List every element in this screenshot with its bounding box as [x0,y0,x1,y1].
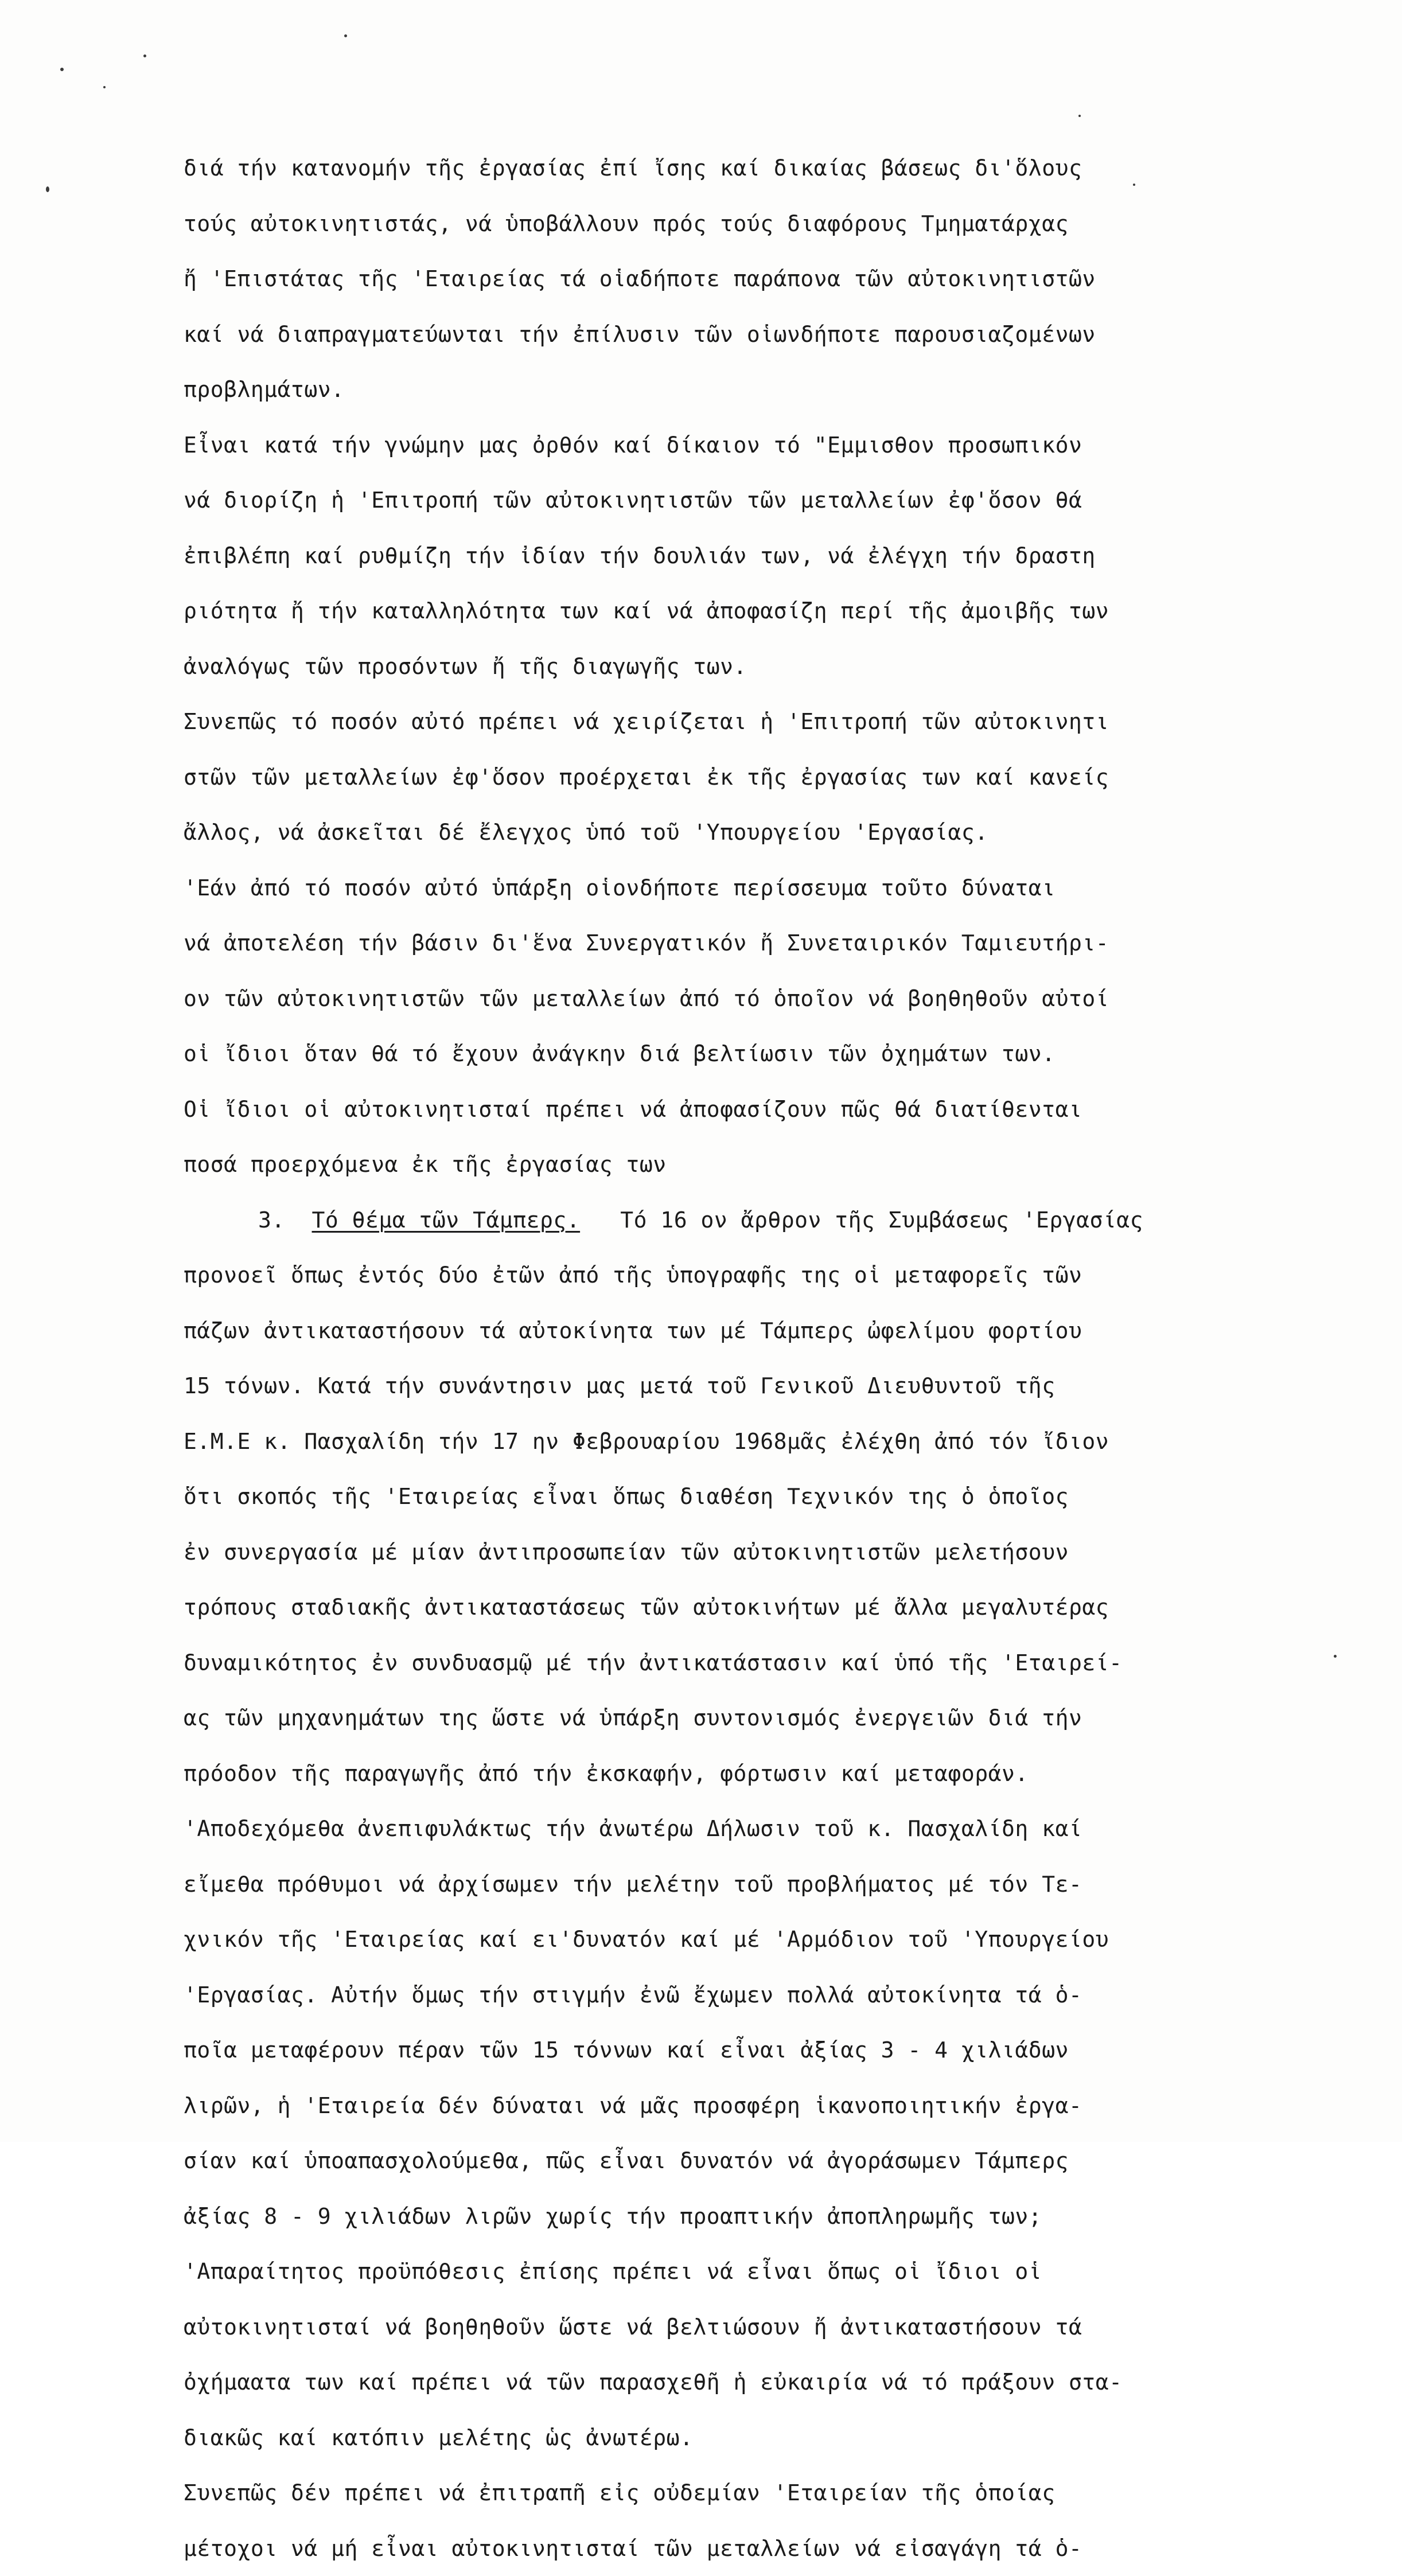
text-line: 'Εάν ἀπό τό ποσόν αὐτό ὑπάρξη οἱονδήποτε περίσσευμα τοῦτο δύναται [184,860,1342,916]
text-line: εἴμεθα πρόθυμοι νά ἀρχίσωμεν τήν μελέτην τοῦ προβλήματος μέ τόν Τε- [184,1857,1342,1912]
text-line: νά διορίζη ἡ 'Επιτροπή τῶν αὐτοκινητιστῶν τῶν μεταλλείων ἐφ'ὅσον θά [184,473,1342,528]
text-line: διά τήν κατανομήν τῆς ἐργασίας ἐπί ἴσης καί δικαίας βάσεως δι'ὅλους [184,141,1342,196]
text-line: ον τῶν αὐτοκινητιστῶν τῶν μεταλλείων ἀπό τό ὁποῖον νά βοηθηθοῦν αὐτοί [184,971,1342,1027]
text-line: προνοεῖ ὅπως ἐντός δύο ἐτῶν ἀπό τῆς ὑπογραφῆς της οἱ μεταφορεῖς τῶν [184,1248,1342,1303]
text-line: μέτοχοι νά μή εἶναι αὐτοκινητισταί τῶν μεταλλείων νά εἰσαγάγη τά ὁ- [184,2521,1342,2576]
text-line: προβλημάτων. [184,362,1342,418]
text-line: Συνεπῶς δέν πρέπει νά ἐπιτραπῆ εἰς οὐδεμίαν 'Εταιρείαν τῆς ὁποίας [184,2465,1342,2521]
text-line: ριότητα ἤ τήν καταλληλότητα των καί νά ἀποφασίζη περί τῆς ἀμοιβῆς των [184,583,1342,639]
scan-speck [46,186,49,192]
text-line: ἀξίας 8 - 9 χιλιάδων λιρῶν χωρίς τήν προαπτικήν ἀποπληρωμῆς των; [184,2189,1342,2244]
text-line: ἐν συνεργασία μέ μίαν ἀντιπροσωπείαν τῶν αὐτοκινητιστῶν μελετήσουν [184,1525,1342,1580]
scan-speck [60,68,64,71]
section-heading-text: Τό 16 ον ἄρθρον τῆς Συμβάσεως 'Εργασίας [620,1207,1143,1233]
text-line: 'Εργασίας. Αὐτήν ὅμως τήν στιγμήν ἐνῶ ἔχωμεν πολλά αὐτοκίνητα τά ὁ- [184,1967,1342,2023]
text-line: αὐτοκινητισταί νά βοηθηθοῦν ὥστε νά βελτιώσουν ἤ ἀντικαταστήσουν τά [184,2300,1342,2355]
text-line: πρόοδον τῆς παραγωγῆς ἀπό τήν ἐκσκαφήν, φόρτωσιν καί μεταφοράν. [184,1746,1342,1802]
section-number: 3. [258,1207,285,1233]
scan-speck [344,34,347,37]
text-line: δυναμικότητος ἐν συνδυασμῷ μέ τήν ἀντικατάστασιν καί ὑπό τῆς 'Εταιρεί- [184,1635,1342,1691]
text-line: ποσά προερχόμενα ἐκ τῆς ἐργασίας των [184,1137,1342,1192]
text-line: ἐπιβλέπη καί ρυθμίζη τήν ἰδίαν τήν δουλιάν των, νά ἐλέγχη τήν δραστη [184,528,1342,584]
text-line: νά ἀποτελέση τήν βάσιν δι'ἕνα Συνεργατικόν ἤ Συνεταιρικόν Ταμιευτήρι- [184,915,1342,971]
section-title: Τό θέμα τῶν Τάμπερς. [312,1207,581,1233]
text-line: Ε.Μ.Ε κ. Πασχαλίδη τήν 17 ην Φεβρουαρίου 1968μᾶς ἐλέχθη ἀπό τόν ἴδιον [184,1414,1342,1470]
text-line: οἱ ἴδιοι ὅταν θά τό ἔχουν ἀνάγκην διά βελτίωσιν τῶν ὀχημάτων των. [184,1026,1342,1082]
text-line: τούς αὐτοκινητιστάς, νά ὑποβάλλουν πρός τούς διαφόρους Τμηματάρχας [184,196,1342,252]
text-line: Συνεπῶς τό ποσόν αὐτό πρέπει νά χειρίζεται ἡ 'Επιτροπή τῶν αὐτοκινητι [184,694,1342,750]
text-line: διακῶς καί κατόπιν μελέτης ὡς ἀνωτέρω. [184,2410,1342,2466]
text-line: ποῖα μεταφέρουν πέραν τῶν 15 τόννων καί εἶναι ἀξίας 3 - 4 χιλιάδων [184,2022,1342,2078]
text-line: χνικόν τῆς 'Εταιρείας καί ει'δυνατόν καί μέ 'Αρμόδιον τοῦ 'Υπουργείου [184,1912,1342,1967]
scan-speck [143,54,146,57]
scan-speck [1078,115,1081,117]
text-line: καί νά διαπραγματεύωνται τήν ἐπίλυσιν τῶν οἱωνδήποτε παρουσιαζομένων [184,307,1342,363]
text-line: σίαν καί ὑποαπασχολούμεθα, πῶς εἶναι δυνατόν νά ἀγοράσωμεν Τάμπερς [184,2133,1342,2189]
text-line: ἄλλος, νά ἀσκεῖται δέ ἔλεγχος ὑπό τοῦ 'Υπουργείου 'Εργασίας. [184,805,1342,860]
text-line: Εἶναι κατά τήν γνώμην μας ὀρθόν καί δίκαιον τό "Εμμισθον προσωπικόν [184,418,1342,473]
text-line: τρόπους σταδιακῆς ἀντικαταστάσεως τῶν αὐτοκινήτων μέ ἄλλα μεγαλυτέρας [184,1580,1342,1635]
text-line: 15 τόνων. Κατά τήν συνάντησιν μας μετά τοῦ Γενικοῦ Διευθυντοῦ τῆς [184,1358,1342,1414]
text-line: λιρῶν, ἡ 'Εταιρεία δέν δύναται νά μᾶς προσφέρη ἱκανοποιητικήν ἐργα- [184,2078,1342,2134]
text-line: ὀχήμαατα των καί πρέπει νά τῶν παρασχεθῆ ἡ εὐκαιρία νά τό πράξουν στα- [184,2355,1342,2410]
scan-speck [103,86,106,88]
text-line: 'Αποδεχόμεθα ἀνεπιφυλάκτως τήν ἀνωτέρω Δήλωσιν τοῦ κ. Πασχαλίδη καί [184,1801,1342,1857]
text-line: Οἱ ἴδιοι οἱ αὐτοκινητισταί πρέπει νά ἀποφασίζουν πῶς θά διατίθενται [184,1082,1342,1137]
text-line: ἤ 'Επιστάτας τῆς 'Εταιρείας τά οἱαδήποτε παράπονα τῶν αὐτοκινητιστῶν [184,251,1342,307]
text-line: στῶν τῶν μεταλλείων ἐφ'ὅσον προέρχεται ἐκ τῆς ἐργασίας των καί κανείς [184,750,1342,805]
text-line: ἀναλόγως τῶν προσόντων ἤ τῆς διαγωγῆς των. [184,639,1342,695]
text-line: ας τῶν μηχανημάτων της ὥστε νά ὑπάρξη συντονισμός ἐνεργειῶν διά τήν [184,1690,1342,1746]
section-heading-line [184,1192,1342,1248]
text-line: ὅτι σκοπός τῆς 'Εταιρείας εἶναι ὅπως διαθέση Τεχνικόν της ὁ ὁποῖος [184,1469,1342,1525]
text-line: πάζων ἀντικαταστήσουν τά αὐτοκίνητα των μέ Τάμπερς ὠφελίμου φορτίου [184,1303,1342,1359]
text-line: 'Απαραίτητος προϋπόθεσις ἐπίσης πρέπει νά εἶναι ὅπως οἱ ἴδιοι οἱ [184,2244,1342,2300]
letter-body [184,141,1342,2576]
